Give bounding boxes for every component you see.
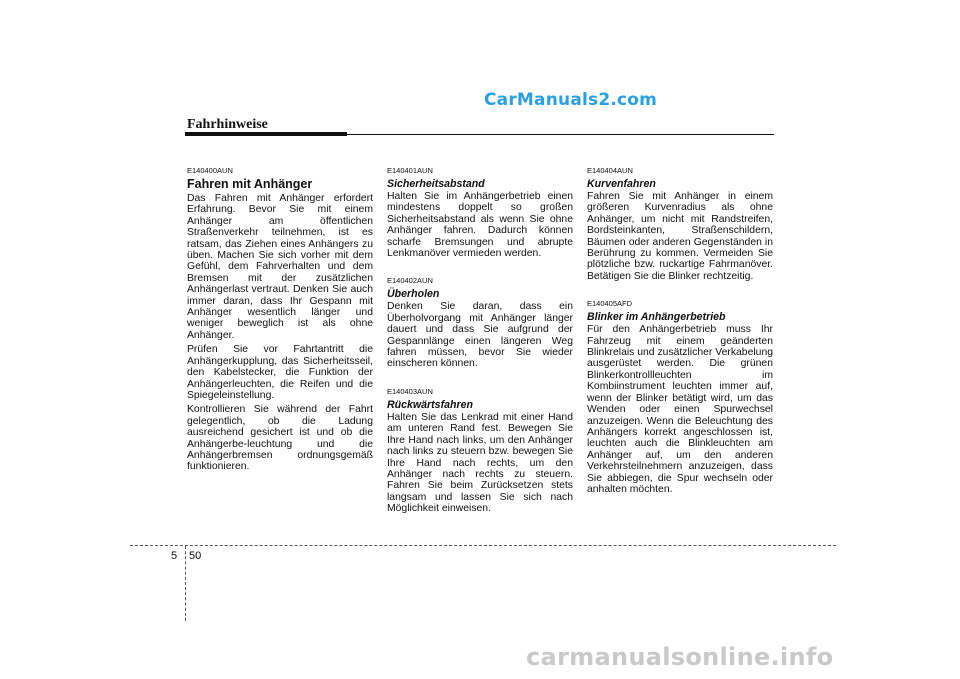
subsection-heading: Blinker im Anhängerbetrieb — [587, 311, 726, 324]
page-number: 50 — [189, 550, 202, 562]
section-code: E140402AUN — [387, 276, 433, 286]
section-code: E140404AUN — [587, 166, 633, 175]
watermark-carmanualsonline: carmanualsonline.info — [526, 643, 834, 671]
subsection-heading: Rückwärtsfahren — [387, 398, 473, 411]
header-rule-thin — [347, 134, 774, 135]
subsection-heading: Überholen — [387, 288, 440, 301]
paragraph: Kontrollieren Sie während der Fahrt gelegentlich, ob die Ladung ausreichend gesichert ist und ob die Anhängerbe-leuchtung und die Anhängerbremsen ordnungsgemäß funktionieren. — [187, 404, 373, 473]
paragraph: Fahren Sie mit Anhänger in einem größeren Kurvenradius als ohne Anhänger, um nicht mit Randstreifen, Bordsteinkanten, Straßenschildern, Bäumen oder anderen Gegenständen in Berührung zu kommen. Vermeiden Sie plötzliche bzw. ruckartige Fahrmanöver. Betätigen Sie die Blinker rechtzeitig. — [587, 191, 773, 282]
column-1 — [187, 166, 373, 476]
header-rule-thick — [185, 132, 347, 136]
paragraph: Prüfen Sie vor Fahrtantritt die Anhängerkupplung, das Sicherheitsseil, den Kabelstecker, die Funktion der Anhängerleuchten, die Reifen und die Spiegeleinstellung. — [187, 344, 373, 401]
paragraph: Halten Sie im Anhängerbetrieb einen mindestens doppelt so großen Sicherheitsabstand als wenn Sie ohne Anhänger fahren. Dadurch können scharfe Bremsungen und abrupte Lenkmanöver vermieden werden. — [387, 191, 573, 260]
watermark-carmanuals2: CarManuals2.com — [484, 90, 658, 110]
paragraph: Das Fahren mit Anhänger erfordert Erfahrung. Bevor Sie mit einem Anhänger am öffentlichen Straßenverkehr teilnehmen, ist es ratsam, das Ziehen eines Anhängers zu üben. Machen Sie sich vorher mit dem Gefühl, dem Fahrverhalten und dem Bremsen mit der zusätzlichen Anhängerlast vertraut. Denken Sie auch immer daran, dass Ihr Gespann mit Anhänger wesentlich länger und weniger beweglich ist als ohne Anhänger. — [187, 193, 373, 341]
section-code: E140403AUN — [387, 386, 433, 396]
section-code: E140401AUN — [387, 166, 433, 175]
section-heading: Fahren mit Anhänger — [187, 177, 313, 191]
section-title: Fahrhinweise — [187, 117, 268, 132]
footer-rule — [130, 545, 836, 546]
subsection-heading: Sicherheitsabstand — [387, 178, 485, 190]
paragraph: Halten Sie das Lenkrad mit einer Hand am unteren Rand fest. Bewegen Sie Ihre Hand nach links, um den Anhänger nach links zu steuern bzw. bewegen Sie Ihre Hand nach rechts, um den Anhänger nach rechts zu steuern. Fahren Sie beim Zurücksetzen stets langsam und lassen Sie sich nach Möglichkeit einweisen. — [387, 411, 573, 515]
section-code: E140400AUN — [187, 166, 233, 175]
column-2 — [387, 166, 573, 518]
footer-divider — [185, 546, 186, 621]
paragraph: Für den Anhängerbetrieb muss Ihr Fahrzeug mit einem geänderten Blinkrelais und zusätzlicher Verkabelung ausgerüstet werden. Die grünen Blinkerkontrollleuchten im Kombiinstrument leuchten immer auf, wenn der Blinker betätigt wird, um das Wenden oder einen Spurwechsel anzuzeigen. Wenn die Beleuchtung des Anhängers korrekt angeschlossen ist, leuchten auch die Blinkleuchten am Anhänger auf, um den anderen Verkehrsteilnehmern anzuzeigen, dass Sie abbiegen, die Spur wechseln oder anhalten möchten. — [587, 324, 773, 495]
paragraph: Denken Sie daran, dass ein Überholvorgang mit Anhänger länger dauert und dass Sie aufgrund der Gespannlänge einen längeren Weg fahren müssen, bevor Sie wieder einscheren können. — [387, 301, 573, 370]
chapter-number: 5 — [171, 550, 178, 562]
column-3 — [587, 166, 773, 498]
section-code: E140405AFD — [587, 299, 633, 309]
subsection-heading: Kurvenfahren — [587, 178, 656, 190]
